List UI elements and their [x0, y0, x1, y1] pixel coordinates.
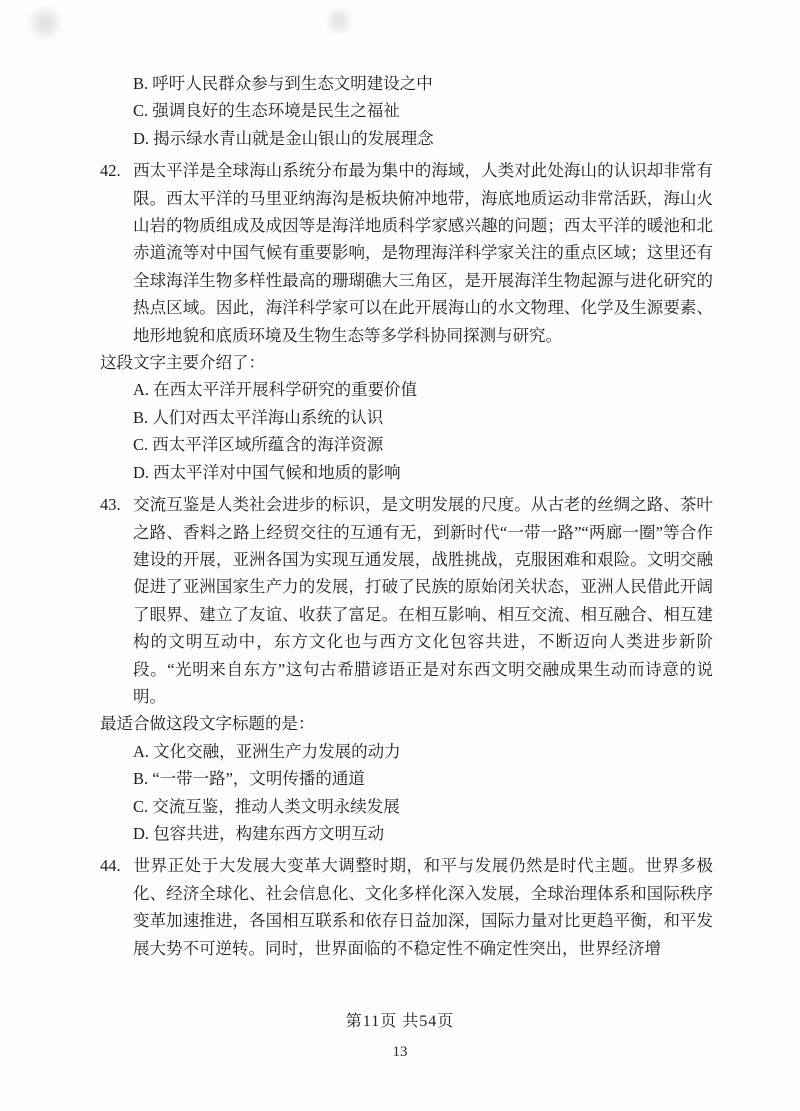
option-line-c: C. 交流互鉴，推动人类文明永续发展	[133, 796, 400, 816]
option-line-d: D. 西太平洋对中国气候和地质的影响	[133, 462, 401, 482]
question-44	[100, 852, 713, 962]
page-number: 13	[392, 1044, 408, 1060]
question-42	[100, 157, 713, 486]
question-paragraph	[100, 157, 713, 349]
footer-page-info: 第11页 共54页	[345, 1013, 455, 1030]
page-content	[100, 70, 713, 962]
question-prompt: 这段文字主要介绍了：	[100, 353, 265, 373]
option-line-b: B. 呼吁人民群众参与到生态文明建设之中	[133, 74, 433, 93]
option-line-b: B. “一带一路”，文明传播的通道	[133, 769, 365, 789]
option-line-a: A. 文化交融，亚洲生产力发展的动力	[133, 741, 401, 761]
question-body: 西太平洋是全球海山系统分布最为集中的海域，人类对此处海山的认识却非常有限。西太平洋的马里亚纳海沟是板块俯冲地带，海底地质运动非常活跃，海山火山岩的物质组成及成因等是海洋地质科学家感兴趣的问题；西太平洋的暖池和北赤道流等对中国气候有重要影响，是物理海洋科学家关注的重点区域；这里还有全球海洋生物多样性最高的珊瑚礁大三角区，是开展海洋生物起源与进化研究的热点区域。因此，海洋科学家可以在此开展海山的水文物理、化学及生源要素、地形地貌和底质环境及生物生态等多学科协同探测与研究。	[133, 161, 713, 345]
question-number: 43.	[100, 495, 121, 515]
question-body: 世界正处于大发展大变革大调整时期，和平与发展仍然是时代主题。世界多极化、经济全球化、社会信息化、文化多样化深入发展，全球治理体系和国际秩序变革加速推进，各国相互联系和依存日益加深，国际力量对比更趋平衡，和平发展大势不可逆转。同时，世界面临的不稳定性不确定性突出，世界经济增	[133, 856, 713, 958]
question-prompt: 最适合做这段文字标题的是：	[100, 714, 315, 734]
question-paragraph	[100, 491, 713, 710]
question-number: 44.	[100, 856, 121, 876]
question-paragraph	[100, 852, 713, 962]
option-line-c: C. 强调良好的生态环境是民生之福祉	[133, 101, 400, 121]
option-line-d: D. 揭示绿水青山就是金山银山的发展理念	[133, 128, 434, 148]
question-number: 42.	[100, 161, 121, 181]
question-41-options	[100, 70, 713, 152]
option-line-c: C. 西太平洋区域所蕴含的海洋资源	[133, 435, 384, 455]
option-line-a: A. 在西太平洋开展科学研究的重要价值	[133, 380, 418, 400]
scan-artifact	[25, 3, 65, 43]
option-line-d: D. 包容共进，构建东西方文明互动	[133, 823, 385, 843]
scan-artifact	[326, 8, 352, 34]
question-43	[100, 491, 713, 847]
question-body: 交流互鉴是人类社会进步的标识，是文明发展的尺度。从古老的丝绸之路、茶叶之路、香料之路上经贸交往的互通有无，到新时代“一带一路”“两廊一圈”等合作建设的开展，亚洲各国为实现互通发展，战胜挑战，克服困难和艰险。文明交融促进了亚洲国家生产力的发展，打破了民族的原始闭关状态，亚洲人民借此开阔了眼界、建立了友谊、收获了富足。在相互影响、相互交流、相互融合、相互建构的文明互动中，东方文化也与西方文化包容共进，不断迈向人类进步新阶段。“光明来自东方”这句古希腊谚语正是对东西文明交融成果生动而诗意的说明。	[133, 495, 713, 706]
option-line-b: B. 人们对西太平洋海山系统的认识	[133, 407, 384, 427]
